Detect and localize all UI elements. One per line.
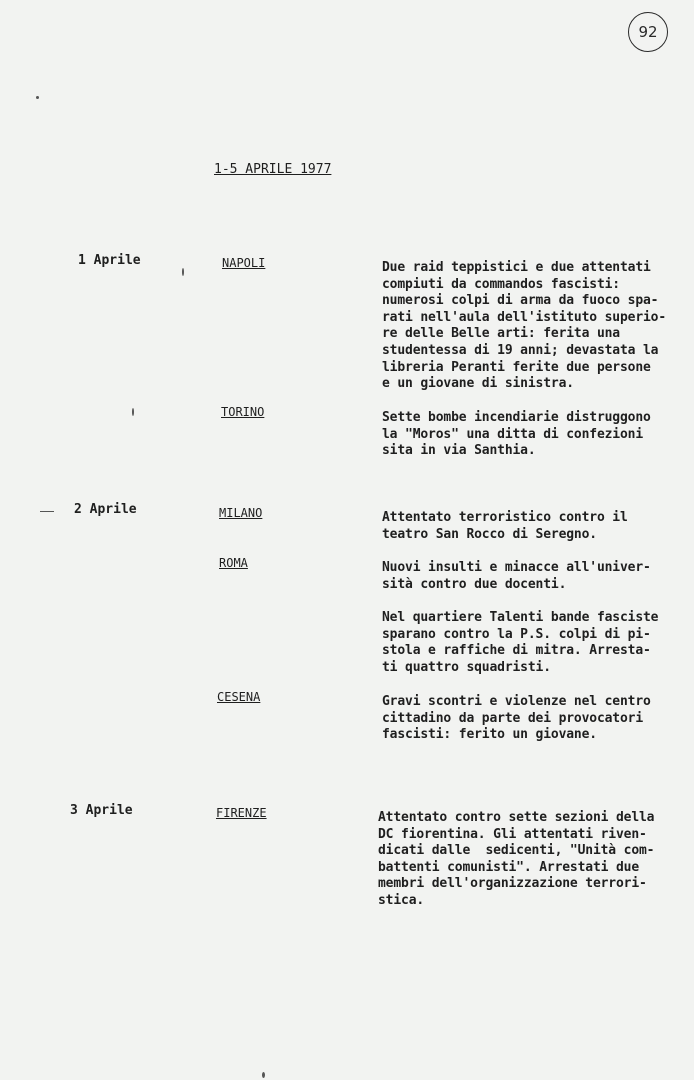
city-label: MILANO (219, 506, 263, 520)
paper-speck (132, 408, 134, 416)
paper-speck (40, 511, 54, 512)
event-description: Due raid teppistici e due attentati compiuti da commandos fascisti: numerosi colpi di arma da fuoco spa- rati nell'aula dell'istituto superio- re delle Belle arti: ferita una studentessa di 19 anni; devastata la libreria Peranti ferite due persone e un giovane di sinistra. (382, 260, 667, 392)
date-label: 1 Aprile (78, 253, 141, 268)
paper-speck (36, 96, 39, 99)
document-title: 1-5 APRILE 1977 (214, 162, 332, 177)
city-label: NAPOLI (222, 256, 266, 270)
event-description: Sette bombe incendiarie distruggono la "Moros" una ditta di confezioni sita in via Santhia. (382, 410, 651, 459)
event-description: Attentato terroristico contro il teatro San Rocco di Seregno. (382, 510, 628, 542)
event-description: Attentato contro sette sezioni della DC fiorentina. Gli attentati riven- dicati dalle sedicenti, "Unità com- battenti comunisti". Arrestati due membri dell'organizzazione terrori- stica. (378, 810, 655, 908)
date-label: 3 Aprile (70, 803, 133, 818)
event-description: Gravi scontri e violenze nel centro cittadino da parte dei provocatori fascisti: ferito un giovane. (382, 694, 651, 743)
city-label: CESENA (217, 690, 261, 704)
paper-speck (182, 268, 184, 276)
event-description: Nel quartiere Talenti bande fasciste sparano contro la P.S. colpi di pi- stola e raffiche di mitra. Arresta- ti quattro squadristi. (382, 610, 659, 675)
city-label: FIRENZE (216, 806, 267, 820)
city-label: TORINO (221, 405, 265, 419)
page-number-circle: 92 (628, 12, 668, 52)
paper-speck (262, 1072, 265, 1078)
city-label: ROMA (219, 556, 248, 570)
event-description: Nuovi insulti e minacce all'univer- sità contro due docenti. (382, 560, 651, 592)
date-label: 2 Aprile (74, 502, 137, 517)
